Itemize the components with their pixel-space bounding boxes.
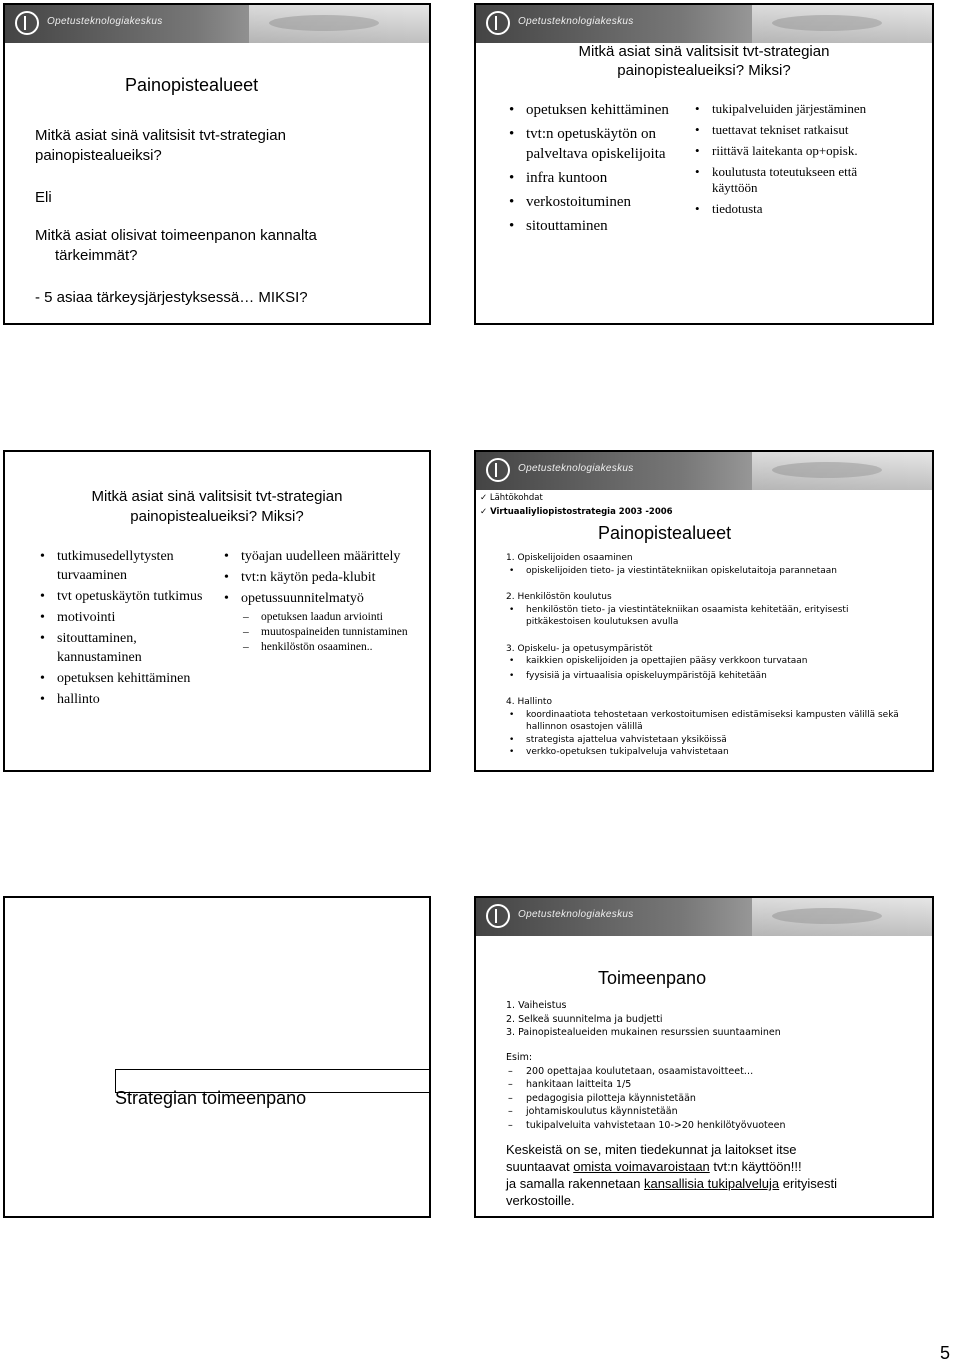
question-line: tärkeimmät? [55,247,138,264]
list-item: • sitouttaminen, kannustaminen [37,629,212,667]
bullet-list-right [692,101,872,217]
section-bullets [506,604,901,629]
list-item: • työajan uudelleen määrittely [221,547,411,566]
list-item: – hankitaan laitteita 1/5 [506,1078,785,1092]
list-item: • verkostoituminen [506,192,681,212]
list-item: • tiedotusta [692,201,872,217]
section-bullets [506,565,901,578]
header-decoration [752,898,932,936]
list-item: • tukipalveluiden järjestäminen [692,101,872,117]
sub-list [241,610,411,655]
sub-item: – henkilöstön osaaminen.. [241,640,411,655]
list-item: • tuettavat tekniset ratkaisut [692,122,872,138]
slide-title: Strategian toimeenpano [115,1088,307,1108]
slide-5 [3,896,431,1218]
sub-item: – muutospaineiden tunnistaminen [241,625,411,640]
list-item: – pedagogisia pilotteja käynnistetään [506,1092,785,1106]
slide-title: painopistealueiksi? Miksi? [617,62,791,79]
list-item: • opetuksen kehittäminen [37,669,212,688]
summary-underlined: omista voimavaroistaan [573,1159,710,1174]
summary-text: ja samalla rakennetaan [506,1176,645,1191]
priority-list [506,552,901,759]
list-item: • tvt:n opetuskäytön on palveltava opiskelijoita [506,124,681,164]
list-item: • motivointi [37,608,212,627]
check-label: Virtuaaliyliopistostrategia 2003 -2006 [490,507,673,517]
summary-underlined: kansallisia tukipalveluja [644,1176,780,1191]
list-item: • riittävä laitekanta op+opisk. [692,143,872,159]
summary-line [506,1158,837,1175]
list-item-label: opetussuunnitelmatyö [241,591,364,606]
question-line: Mitkä asiat sinä valitsisit tvt-strategian [35,127,286,144]
question-line: Mitkä asiat olisivat toimeenpanon kannalta [35,227,317,244]
list-item: • kaikkien opiskelijoiden ja opettajien pääsy verkkoon turvataan [506,655,901,668]
logo-icon [15,11,39,35]
checklist-item [480,493,543,503]
list-item: • henkilöstön tieto- ja viestintätekniikan osaamista kehitetään, erityisesti pitkäkestoisen koulutuksen avulla [506,604,901,629]
list-item: • sitouttaminen [506,216,681,236]
bullet-list-left [506,100,681,236]
list-item: • hallinto [37,690,212,709]
checklist-item [480,507,673,517]
examples-heading: Esim: [506,1052,533,1063]
slide-title: Painopistealueet [125,75,259,95]
list-item: • fyysisiä ja virtuaalisia opiskeluympäristöjä kehitetään [506,670,901,683]
summary-text: tvt:n käyttöön!!! [709,1159,802,1174]
logo-icon [486,904,510,928]
section-bullets [506,655,901,682]
summary-text: erityisesti [779,1176,837,1191]
step-item: 3. Painopistealueiden mukainen resurssien suuntaaminen [506,1027,781,1038]
list-item: • tutkimusedellytysten turvaaminen [37,547,212,585]
list-item: • opetuksen kehittäminen [506,100,681,120]
list-item: – johtamiskoulutus käynnistetään [506,1105,785,1119]
summary-line: Keskeistä on se, miten tiedekunnat ja laitokset itse [506,1142,797,1157]
step-item: 1. Vaiheistus [506,1000,567,1011]
header-decoration [752,452,932,490]
summary-line: verkostoille. [506,1193,575,1208]
slide-4 [474,450,934,772]
section-heading: 4. Hallinto [506,697,552,707]
bullet-list-left [37,547,212,709]
slide-3 [3,450,431,772]
list-item: • infra kuntoon [506,168,681,188]
slide-title: Mitkä asiat sinä valitsisit tvt-strategian [578,43,830,60]
check-label: Lähtökohdat [489,493,543,503]
list-item: – 200 opettajaa koulutetaan, osaamistavoitteet… [506,1065,785,1079]
list-item: – tukipalveluita vahvistetaan 10->20 henkilötyövuoteen [506,1119,785,1133]
summary-line [506,1175,837,1192]
summary-text: suuntaavat [506,1159,574,1174]
header-decoration [752,5,932,43]
summary-paragraph [506,1141,837,1209]
list-item: • koulutusta toteutukseen että käyttöön [692,164,872,196]
logo-icon [486,458,510,482]
section-heading: 1. Opiskelijoiden osaaminen [506,553,633,563]
brand-text: Opetusteknologiakeskus [47,16,163,27]
examples-list [506,1051,785,1132]
slide-1 [3,3,431,325]
bullet-list-right [221,547,411,655]
list-item: • tvt opetuskäytön tutkimus [37,587,212,606]
brand-text: Opetusteknologiakeskus [518,909,634,920]
list-item: • tvt:n käytön peda-klubit [221,568,411,587]
header-decoration [249,5,429,43]
list-item: • verkko-opetuksen tukipalveluja vahvistetaan [506,746,901,759]
check-icon: ✓ [480,507,491,517]
sub-item: – opetuksen laadun arviointi [241,610,411,625]
brand-text: Opetusteknologiakeskus [518,463,634,474]
section-heading: 3. Opiskelu- ja opetusympäristöt [506,643,653,654]
slide-title: painopistealueiksi? Miksi? [130,508,304,525]
eli-text: Eli [35,189,52,206]
steps-list [506,999,781,1040]
slide-header [476,898,932,936]
list-item: • koordinaatiota tehostetaan verkostoitumisen edistämiseksi kampusten välillä sekä hallinnon osastojen välillä [506,709,901,734]
slide-title: Mitkä asiat sinä valitsisit tvt-strategian [91,488,343,505]
slide-6 [474,896,934,1218]
slide-title: Painopistealueet [598,523,732,543]
slide-title: Toimeenpano [598,968,707,988]
check-icon: ✓ [480,493,490,503]
slide-header [5,5,429,43]
note-text: - 5 asiaa tärkeysjärjestyksessä… MIKSI? [35,289,308,306]
section-bullets [506,709,901,759]
step-item: 2. Selkeä suunnitelma ja budjetti [506,1013,663,1025]
slide-2 [474,3,934,325]
question-line: painopistealueiksi? [35,147,162,164]
slide-header [476,452,932,490]
slide-header [476,5,932,43]
list-item: • opiskelijoiden tieto- ja viestintätekniikan opiskelutaitoja parannetaan [506,565,901,578]
section-heading: 2. Henkilöstön koulutus [506,592,612,602]
list-item: • strategista ajattelua vahvistetaan yksiköissä [506,734,901,747]
examples-dash-list [506,1065,785,1133]
list-item [221,589,411,655]
logo-icon [486,11,510,35]
brand-text: Opetusteknologiakeskus [518,16,634,27]
page-number: 5 [940,1343,951,1363]
